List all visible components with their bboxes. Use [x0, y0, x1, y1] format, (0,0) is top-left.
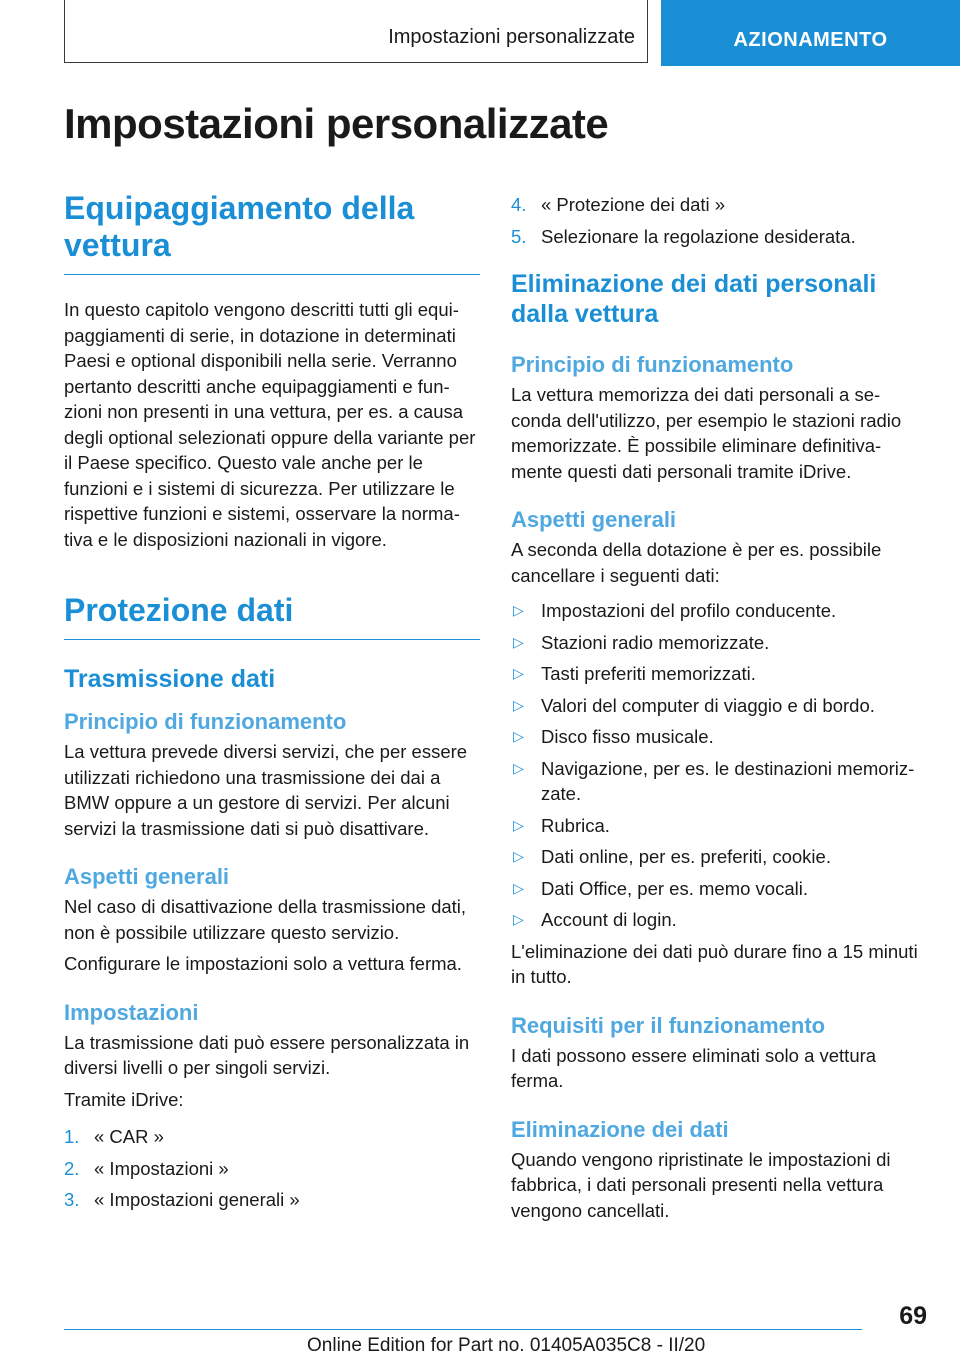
list-item: [511, 813, 923, 839]
step-item: [64, 1187, 480, 1213]
step-text: « Protezione dei dati »: [541, 194, 726, 215]
steps-list-left: [64, 1124, 480, 1213]
left-column: [64, 190, 480, 1219]
list-item-text: Account di login.: [541, 909, 677, 930]
list-item-text: Stazioni radio memorizzate.: [541, 631, 770, 653]
requisiti-text: I dati possono essere eliminati solo a vettura ferma.: [511, 1044, 877, 1091]
principio-text-left: La vettura prevede diversi servizi, che per essere utilizzati richiedono una trasmissione dei dai a BMW oppure a un gestore di servizi. Per alcuni servizi la trasmissione dati si può disattivare.: [64, 741, 468, 839]
list-item-text: Tasti preferiti memorizzati.: [541, 663, 756, 684]
equip-heading: Equipaggiamento della vettura: [64, 190, 480, 275]
aspetti-heading-left: Aspetti generali: [64, 864, 230, 889]
step-item: [511, 224, 923, 250]
triangle-bullet-icon: ▷: [513, 665, 524, 681]
list-item: [511, 724, 923, 750]
step-item: [511, 192, 923, 218]
principio-text-right: La vettura memorizza dei dati personali a seconda dell'utilizzo, per esempio le stazioni radio memorizzate. È possibile eliminare definitivamente questi dati personali tramite iDrive.: [511, 384, 902, 482]
list-item: [511, 876, 923, 902]
step-number: 3.: [64, 1189, 80, 1210]
list-item: [511, 907, 923, 933]
impostazioni-text: La trasmissione dati può essere personalizzata in diversi livelli o per singoli servizi.: [64, 1031, 470, 1078]
header-title: Impostazioni personalizzate: [388, 26, 635, 48]
triangle-bullet-icon: ▷: [513, 848, 524, 864]
list-item-text: Dati online, per es. preferiti, cookie.: [541, 846, 831, 867]
triangle-bullet-icon: ▷: [513, 879, 524, 896]
triangle-bullet-icon: ▷: [513, 759, 524, 776]
protezione-heading: Protezione dati: [64, 592, 480, 640]
steps-list-right: [511, 192, 923, 249]
triangle-bullet-icon: ▷: [513, 728, 524, 744]
trasmissione-heading: Trasmissione dati: [64, 665, 276, 693]
header-section-tab: [661, 0, 960, 66]
triangle-bullet-icon: ▷: [513, 602, 524, 618]
page-number: 69: [899, 1302, 927, 1330]
step-text: « CAR »: [94, 1126, 164, 1147]
list-item: [511, 693, 923, 719]
eliminazione-heading: Eliminazione dei dati: [511, 1116, 729, 1142]
list-item: [511, 630, 923, 656]
triangle-bullet-icon: ▷: [513, 816, 524, 833]
step-text: « Impostazioni generali »: [94, 1189, 300, 1210]
list-item-text: Valori del computer di viaggio e di bordo.: [541, 694, 875, 716]
header-title-box: [64, 0, 648, 63]
eliminazione-text: Quando vengono ripristinate le impostazioni di fabbrica, i dati personali presenti nella vettura vengono cancellati.: [511, 1148, 891, 1221]
step-number: 4.: [511, 194, 527, 215]
tramite-text: Tramite iDrive:: [64, 1088, 184, 1110]
list-item: [511, 661, 923, 687]
step-text: Selezionare la regolazione desiderata.: [541, 225, 856, 247]
list-item-text: Rubrica.: [541, 814, 610, 836]
triangle-bullet-icon: ▷: [513, 696, 524, 713]
footer-divider: [64, 1329, 862, 1330]
data-bullet-list: [511, 598, 923, 933]
aspetti-text-1: Nel caso di disattivazione della trasmissione dati, non è possibile utilizzare questo servizio.: [64, 896, 467, 943]
principio-heading-left: Principio di funzionamento: [64, 709, 347, 734]
list-item-text: Dati Office, per es. memo vocali.: [541, 877, 808, 899]
elim-heading: Eliminazione dei dati personali dalla vettura: [511, 270, 877, 328]
triangle-bullet-icon: ▷: [513, 911, 524, 927]
list-item: [511, 598, 923, 624]
aspetti-text-2: Configurare le impostazioni solo a vettura ferma.: [64, 953, 462, 974]
durata-text: L'eliminazione dei dati può durare fino a 15 minuti in tutto.: [511, 940, 918, 987]
aspetti-heading-right: Aspetti generali: [511, 507, 677, 532]
list-item: [511, 756, 923, 807]
list-item: [511, 844, 923, 870]
list-item-text: Disco fisso musicale.: [541, 726, 714, 747]
step-text: « Impostazioni »: [94, 1157, 229, 1179]
requisiti-heading: Requisiti per il funzionamento: [511, 1012, 826, 1038]
list-item-text: Navigazione, per es. le destinazioni memorizzate.: [541, 757, 915, 804]
step-number: 5.: [511, 225, 527, 247]
triangle-bullet-icon: ▷: [513, 633, 524, 650]
edition-text: Online Edition for Part no. 01405A035C8 - II/20: [307, 1335, 706, 1356]
header-section-label: AZIONAMENTO: [733, 29, 888, 51]
impostazioni-heading: Impostazioni: [64, 999, 199, 1025]
step-number: 1.: [64, 1126, 80, 1147]
equip-text: In questo capitolo vengono descritti tutti gli equipaggiamenti di serie, in dotazione in determinati Paesi e optional disponibili nella serie. Verranno pertanto descritti anche equipaggiamenti e funzioni non presenti in una vettura, per es. a causa degli optional selezionati oppure della variante per il Paese specifico. Questo vale anche per le funzioni e i sistemi di sicurezza. Per utilizzare le rispettive funzioni e sistemi, osservare la normativa e le disposizioni nazionali in vigore.: [64, 299, 476, 550]
page-title: Impostazioni personalizzate: [64, 100, 609, 147]
principio-heading-right: Principio di funzionamento: [511, 352, 794, 377]
list-item-text: Impostazioni del profilo conducente.: [541, 600, 837, 621]
aspetti-text-right: A seconda della dotazione è per es. possibile cancellare i seguenti dati:: [511, 539, 882, 586]
step-item: [64, 1156, 480, 1182]
step-number: 2.: [64, 1157, 80, 1179]
step-item: [64, 1124, 480, 1150]
right-column: [511, 192, 923, 1223]
